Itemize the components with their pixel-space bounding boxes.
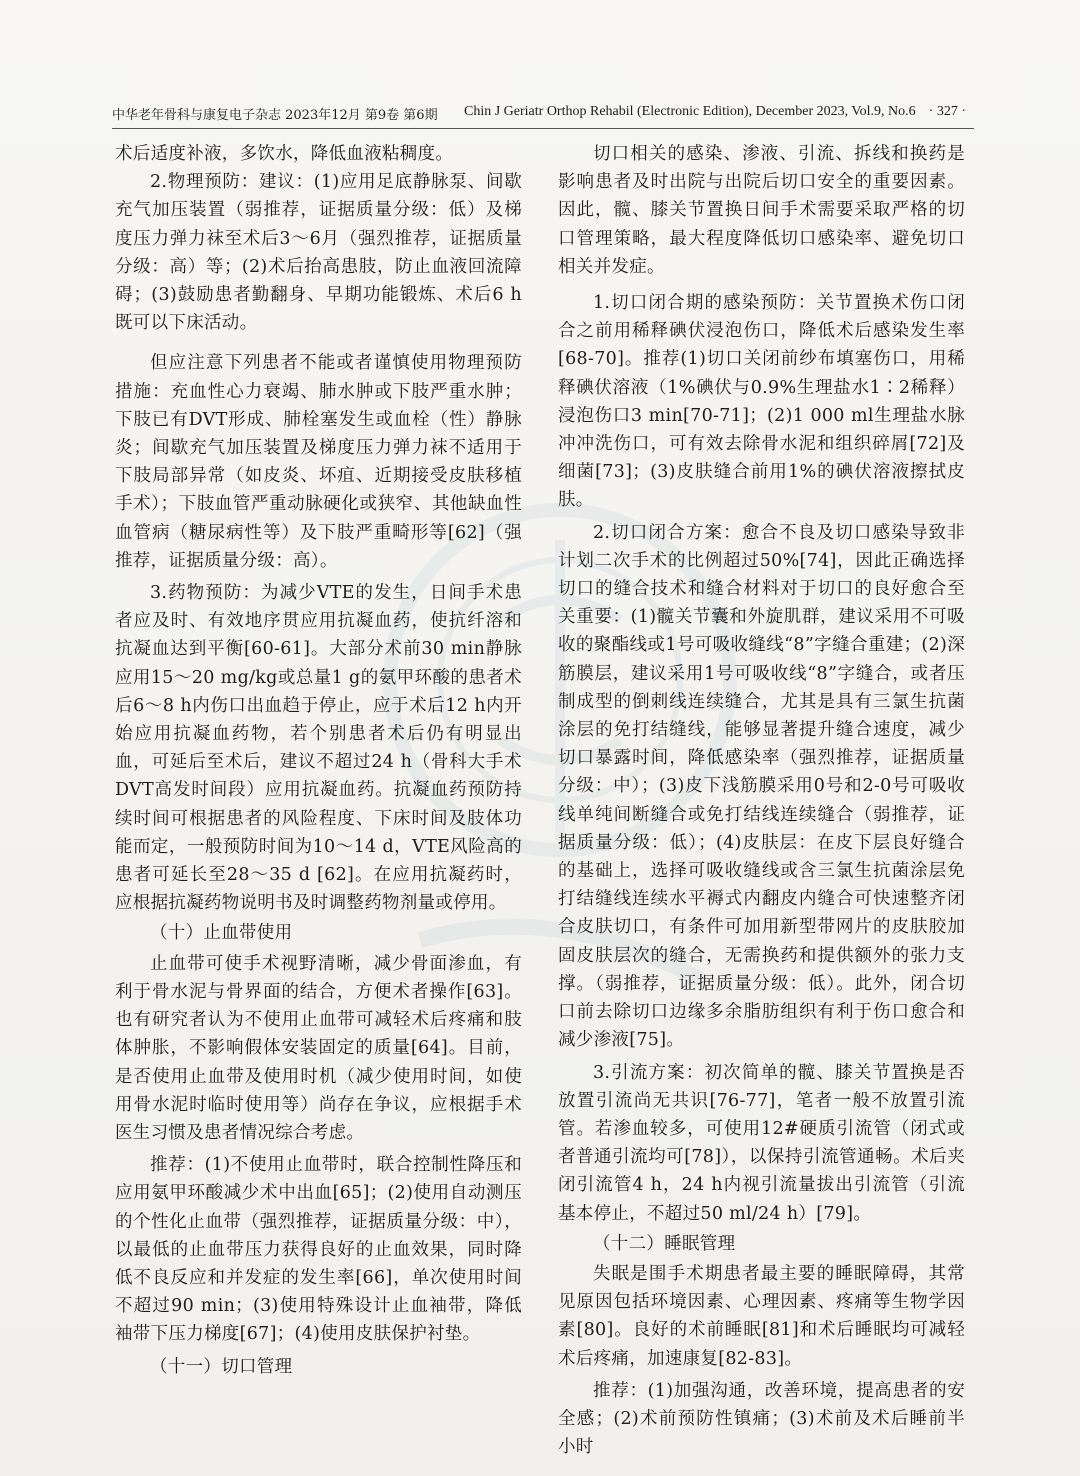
paragraph: 止血带可使手术视野清晰，减少骨面渗血，有利于骨水泥与骨界面的结合，方便术者操作[63]。也有研究者认为不使用止血带可减轻术后疼痛和肢体肿胀，不影响假体安装固定的质量[64]。目前，是否使用止血带及使用时机（减少使用时间，如使用骨水泥时临时使用等）尚存在争议，应根据手术医生习惯及患者情况综合考虑。 (115, 953, 522, 1143)
journal-title-en: Chin J Geriatr Orthop Rehabil (Electronic Edition), December 2023, Vol.9, No.6 (464, 104, 916, 119)
journal-title-cn: 中华老年骨科与康复电子杂志 2023年12月 第9卷 第6期 (112, 108, 438, 123)
right-column (558, 140, 965, 1461)
paragraph: 失眠是围手术期患者最主要的睡眠障碍，其常见原因包括环境因素、心理因素、疼痛等生物学因素[80]。良好的术前睡眠[81]和术后睡眠均可减轻术后疼痛，加速康复[82-83]。 (558, 1263, 965, 1369)
section-heading: （十二）睡眠管理 (593, 1233, 736, 1254)
paragraph: 2.物理预防：建议：(1)应用足底静脉泵、间歇充气加压装置（弱推荐，证据质量分级：低）及梯度压力弹力袜至术后3～6月（强烈推荐，证据质量分级：高）等；(2)术后抬高患肢，防止血液回流障碍；(3)鼓励患者勤翻身、早期功能锻炼、术后6 h既可以下床活动。 (115, 172, 522, 334)
paragraph: 推荐：(1)不使用止血带时，联合控制性降压和应用氨甲环酸减少术中出血[65]；(2)使用自动测压的个性化止血带（强烈推荐，证据质量分级：中），以最低的止血带压力获得良好的止血效果，同时降低不良反应和并发症的发生率[66]，单次使用时间不超过90 min；(3)使用特殊设计止血袖带，降低袖带下压力梯度[67]；(4)使用皮肤保护衬垫。 (115, 1155, 522, 1345)
paragraph: 1.切口闭合期的感染预防：关节置换术伤口闭合之前用稀释碘伏浸泡伤口，降低术后感染发生率[68-70]。推荐(1)切口关闭前纱布填塞伤口，用稀释碘伏溶液（1%碘伏与0.9%生理盐水1∶2稀释）浸泡伤口3 min[70-71]；(2)1 000 ml生理盐水脉冲冲洗伤口，可有效去除骨水泥和组织碎屑[72]及细菌[73]；(3)皮肤缝合前用1%的碘伏溶液擦拭皮肤。 (558, 293, 965, 511)
paragraph: 3.引流方案：初次简单的髋、膝关节置换是否放置引流尚无共识[76-77]，笔者一般不放置引流管。若渗血较多，可使用12#硬质引流管（闭式或者普通引流均可[78]），以保持引流管通畅。术后夹闭引流管4 h，24 h内视引流量拔出引流管（引流基本停止，不超过50 ml/24 h）[79]。 (558, 1062, 965, 1224)
paragraph: 但应注意下列患者不能或者谨慎使用物理预防措施：充血性心力衰竭、肺水肿或下肢严重水肿；下肢已有DVT形成、肺栓塞发生或血栓（性）静脉炎；间歇充气加压装置及梯度压力弹力袜不适用于下肢局部异常（如皮炎、坏疽、近期接受皮肤移植手术）；下肢血管严重动脉硬化或狭窄、其他缺血性血管病（糖尿病性等）及下肢严重畸形等[62]（强推荐，证据质量分级：高）。 (115, 353, 522, 571)
header-rule (112, 128, 974, 129)
section-heading: （十一）切口管理 (150, 1356, 293, 1377)
section-heading: （十）止血带使用 (150, 923, 293, 944)
paragraph: 3.药物预防：为减少VTE的发生，日间手术患者应及时、有效地序贯应用抗凝血药，使抗纤溶和抗凝血达到平衡[60-61]。大部分术前30 min静脉应用15～20 mg/kg或总量1 g的氨甲环酸的患者术后6～8 h内伤口出血趋于停止，应于术后12 h内开始应用抗凝血药物，若个别患者术后仍有明显出血，可延后至术后，建议不超过24 h（骨科大手术DVT高发时间段）应用抗凝血药。抗凝血药预防持续时间可根据患者的风险程度、下床时间及肢体功能而定，一般预防时间为10～14 d，VTE风险高的患者可延长至28～35 d [62]。在应用抗凝药时，应根据抗凝药物说明书及时调整药物剂量或停用。 (115, 583, 522, 914)
paragraph: 术后适度补液，多饮水，降低血液粘稠度。 (115, 144, 454, 164)
paragraph: 推荐：(1)加强沟通，改善环境，提高患者的安全感；(2)术前预防性镇痛；(3)术前及术后睡前半小时 (558, 1380, 965, 1458)
paragraph: 切口相关的感染、渗液、引流、拆线和换药是影响患者及时出院与出院后切口安全的重要因素。因此，髋、膝关节置换日间手术需要采取严格的切口管理策略，最大程度降低切口感染率、避免切口相关并发症。 (558, 144, 965, 277)
page-number: · 327 · (928, 104, 966, 119)
paragraph: 2.切口闭合方案：愈合不良及切口感染导致非计划二次手术的比例超过50%[74]，因此正确选择切口的缝合技术和缝合材料对于切口的良好愈合至关重要：(1)髋关节囊和外旋肌群，建议采用不可吸收的聚酯线或1号可吸收缝线“8”字缝合重建；(2)深筋膜层，建议采用1号可吸收线“8”字缝合，或者压制成型的倒刺线连续缝合，尤其是具有三氯生抗菌涂层的免打结缝线，能够显著提升缝合速度，减少切口暴露时间，降低感染率（强烈推荐，证据质量分级：中）；(3)皮下浅筋膜采用0号和2-0号可吸收线单纯间断缝合或免打结线连续缝合（弱推荐，证据质量分级：低）；(4)皮肤层：在皮下层良好缝合的基础上，选择可吸收缝线或含三氯生抗菌涂层免打结缝线连续水平褥式内翻皮内缝合可快速整齐闭合皮肤切口，有条件可加用新型带网片的皮肤胶加固皮肤层次的缝合，无需换药和提供额外的张力支撑。（弱推荐，证据质量分级：低）。此外，闭合切口前去除切口边缘多余脂肪组织有利于伤口愈合和减少渗液[75]。 (558, 522, 965, 1051)
left-column (115, 140, 522, 1381)
